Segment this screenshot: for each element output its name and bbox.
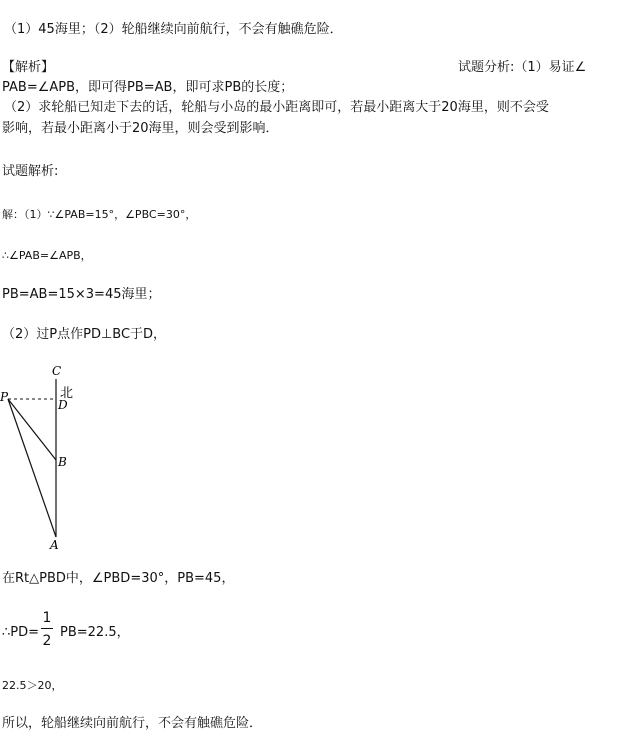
solution-conclusion: 所以，轮船继续向前航行，不会有触礁危险．	[2, 716, 263, 731]
answer-line: （1）45海里；（2）轮船继续向前航行，不会有触礁危险．	[4, 22, 343, 37]
label-north: 北	[60, 386, 74, 401]
solution-step-7: 22.5＞20，	[2, 679, 63, 692]
analysis-line-4: 影响，若最小距离小于20海里，则会受到影响．	[2, 121, 279, 136]
label-b: B	[58, 455, 67, 469]
label-p: P	[0, 390, 9, 404]
analysis-label: 【解析】	[2, 60, 55, 75]
analysis-line-3: （2）求轮船已知走下去的话，轮船与小岛的最小距离即可，若最小距离大于20海里，则不会受	[4, 100, 549, 115]
label-d: D	[58, 398, 68, 412]
label-c: C	[52, 364, 62, 378]
solution-label: 试题解析:	[2, 164, 59, 179]
solution-step-5: 在Rt△PBD中，∠PBD=30°，PB=45，	[2, 571, 235, 586]
solution-step-3: PB=AB=15×3=45海里；	[2, 287, 161, 302]
solution-step-6-suffix: PB=22.5，	[60, 625, 130, 640]
analysis-intro: 试题分析:（1）易证∠	[458, 60, 587, 75]
solution-step-1: 解：（1）∵∠PAB=15°，∠PBC=30°，	[2, 208, 197, 221]
fraction-denominator: 2	[42, 633, 52, 649]
label-a: A	[50, 538, 59, 552]
line-pa	[8, 399, 56, 537]
fraction-numerator: 1	[42, 610, 52, 626]
fraction-bar	[41, 628, 53, 629]
line-pb	[8, 399, 56, 460]
analysis-line-2: PAB=∠APB，即可得PB=AB，即可求PB的长度；	[2, 80, 294, 95]
solution-step-6-prefix: ∴PD=	[2, 625, 40, 640]
solution-step-4: （2）过P点作PD⊥BC于D，	[2, 327, 167, 342]
solution-step-2: ∴∠PAB=∠APB，	[2, 249, 92, 262]
